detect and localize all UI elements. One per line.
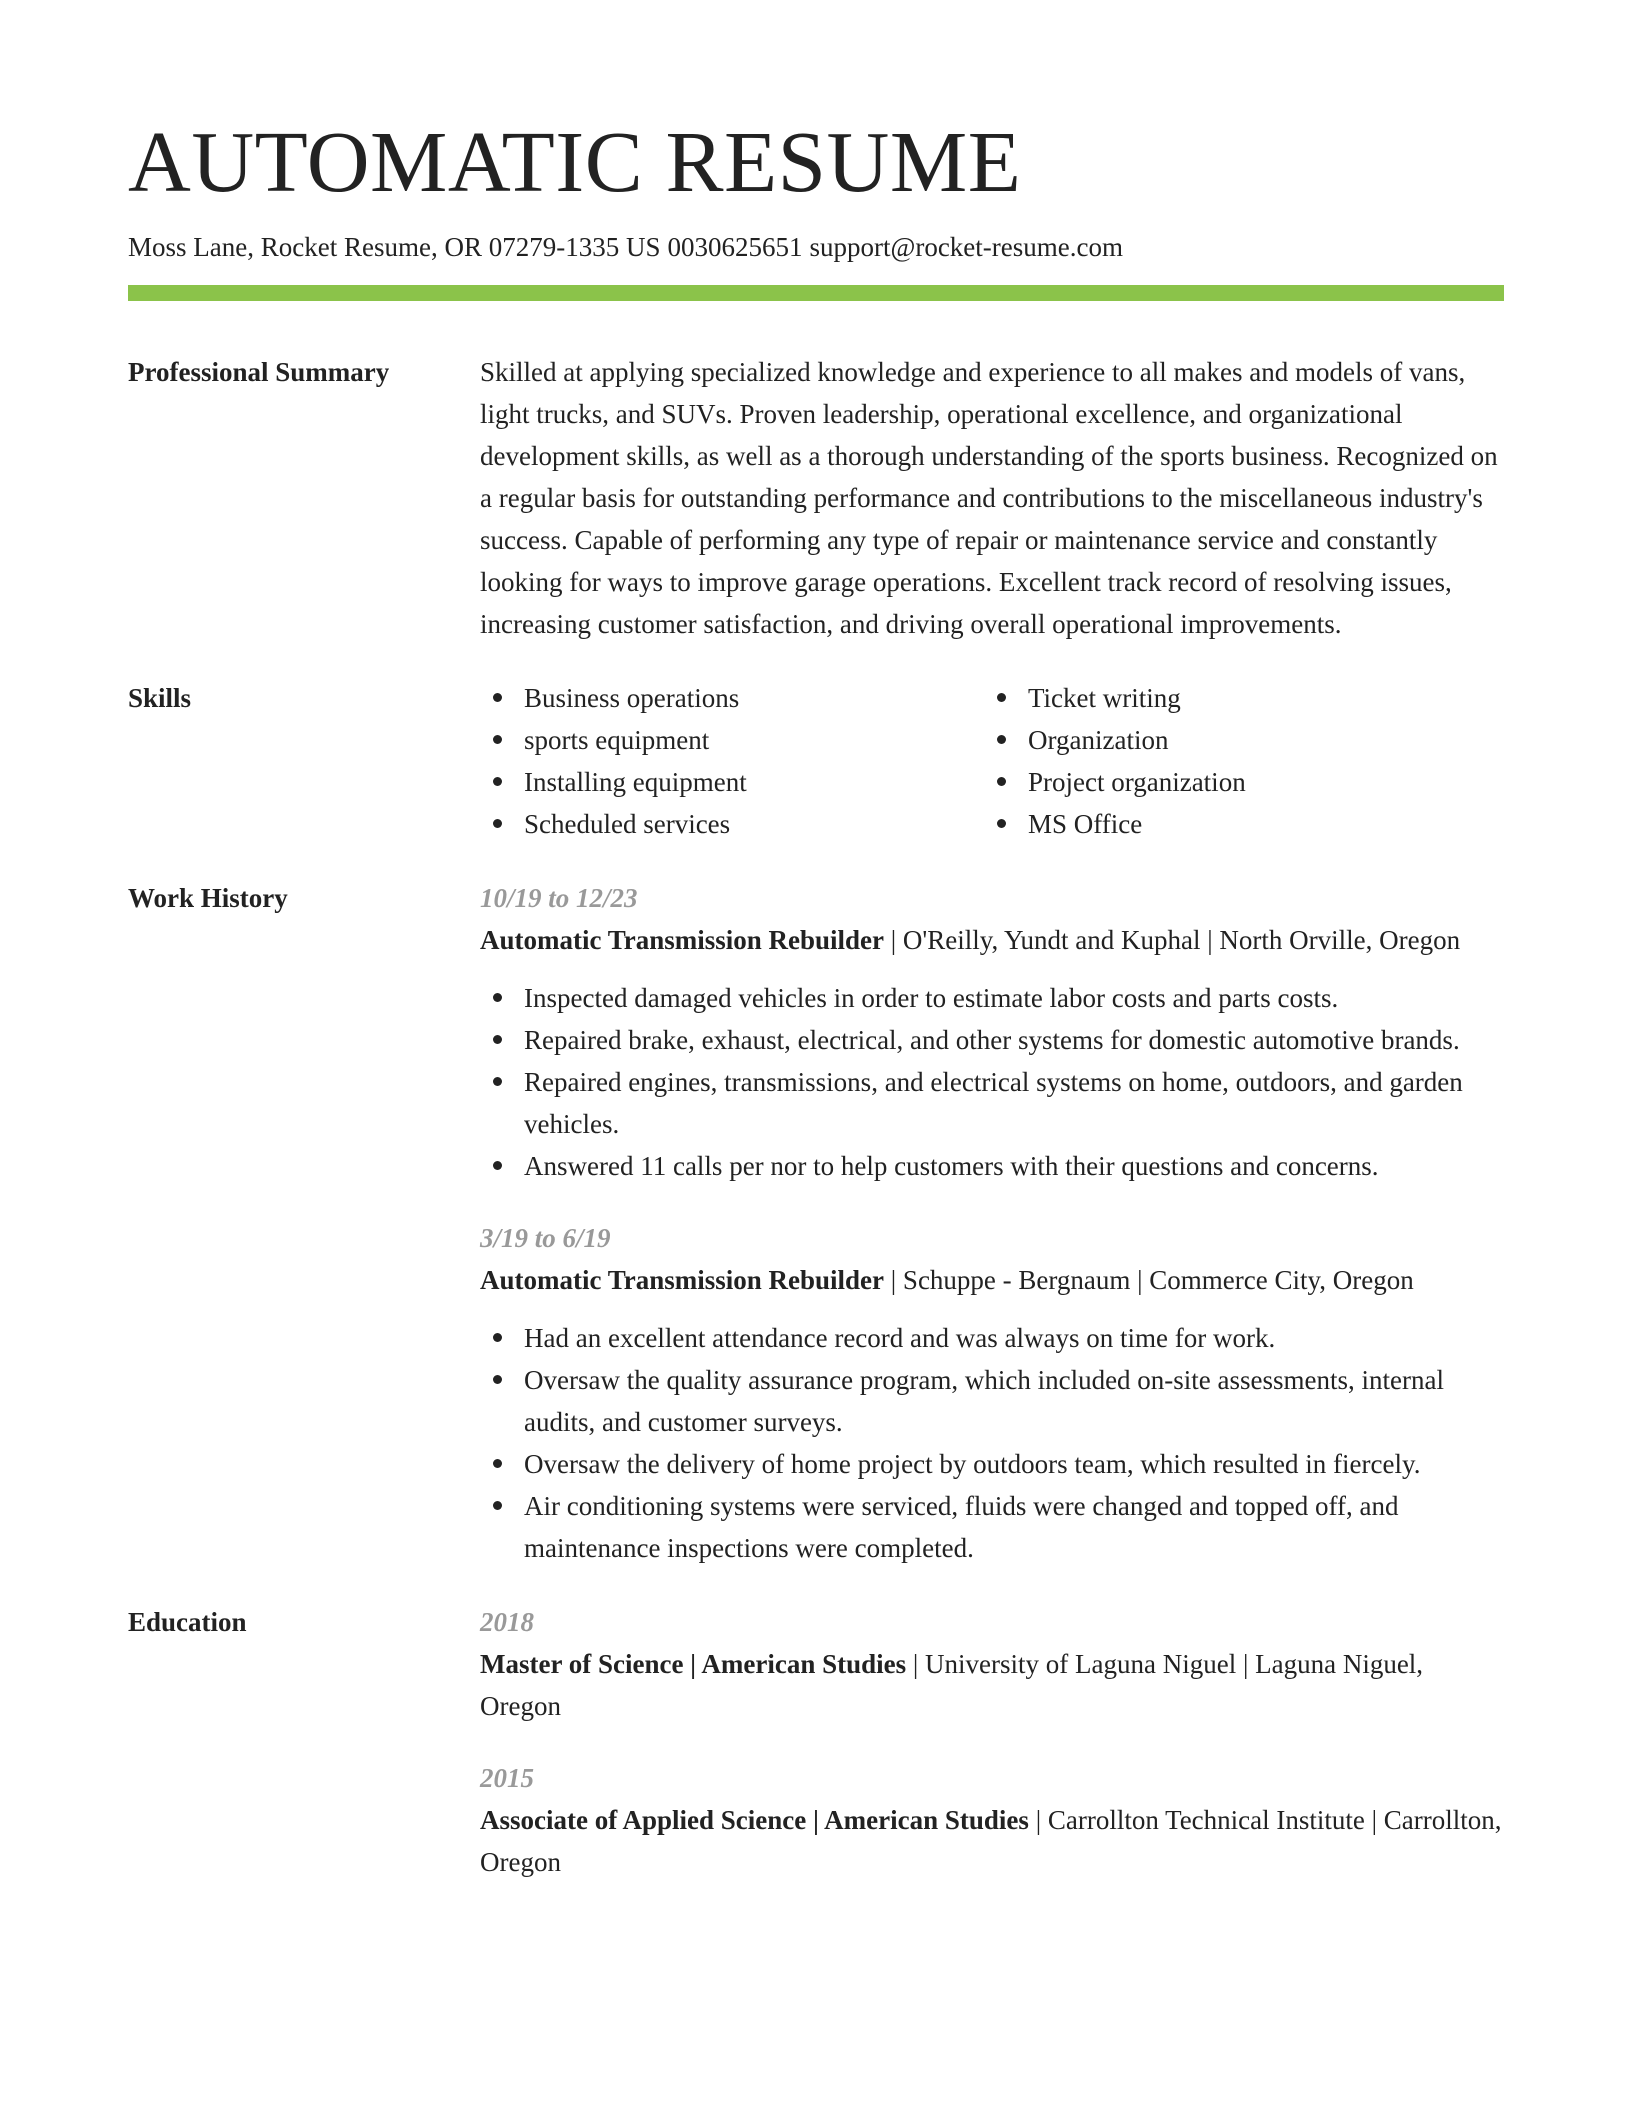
- skill-label: Business operations: [524, 683, 740, 714]
- highlight-text: Inspected damaged vehicles in order to estimate labor costs and parts costs.: [524, 983, 1339, 1014]
- bullet-icon: [493, 1375, 502, 1384]
- bullet-icon: [493, 777, 502, 786]
- summary-section: [128, 351, 1504, 645]
- highlight-item: [480, 1145, 1504, 1187]
- work-entry-title: Automatic Transmission Rebuilder: [480, 925, 885, 956]
- skill-item: [480, 761, 984, 803]
- resume-title: AUTOMATIC RESUME: [128, 113, 1022, 210]
- work-entry-heading: [480, 919, 1504, 961]
- bullet-icon: [493, 1035, 502, 1044]
- work-entry-heading: [480, 1259, 1504, 1301]
- skill-label: sports equipment: [524, 725, 710, 756]
- education-body: [480, 1601, 1504, 1883]
- highlight-text: Answered 11 calls per nor to help customers with their questions and concerns.: [524, 1151, 1379, 1182]
- bullet-icon: [997, 777, 1006, 786]
- contact-address: Moss Lane, Rocket Resume, OR 07279-1335 US: [128, 232, 661, 262]
- education-year: 2015: [480, 1763, 534, 1794]
- skills-section: [128, 677, 1504, 845]
- education-details: | University of Laguna Niguel | Laguna Niguel, Oregon: [480, 1649, 1424, 1722]
- work-history-body: [480, 877, 1504, 1569]
- bullet-icon: [493, 735, 502, 744]
- bullet-icon: [997, 693, 1006, 702]
- contact-line: [128, 231, 1504, 263]
- education-section: [128, 1601, 1504, 1883]
- skill-item: [480, 677, 984, 719]
- education-entry: [480, 1601, 1504, 1727]
- bullet-icon: [493, 1161, 502, 1170]
- bullet-icon: [493, 693, 502, 702]
- work-entry-title: Automatic Transmission Rebuilder: [480, 1265, 885, 1296]
- education-year: 2018: [480, 1607, 534, 1638]
- work-history-section: [128, 877, 1504, 1569]
- summary-text: Skilled at applying specialized knowledge and experience to all makes and models of vans, light trucks, and SUVs. Proven leadership, operational excellence, and organizational development skills, as well as a thorough understanding of the sports business. Recognized on a regular basis for outstanding performance and contributions to the miscellaneous industry's success. Capable of performing any type of repair or maintenance service and constantly looking for ways to improve garage operations. Excellent track record of resolving issues, increasing customer satisfaction, and driving overall operational improvements.: [480, 357, 1498, 640]
- highlight-item: [480, 1443, 1504, 1485]
- bullet-icon: [997, 819, 1006, 828]
- bullet-icon: [493, 1459, 502, 1468]
- bullet-icon: [493, 1501, 502, 1510]
- skill-label: MS Office: [1028, 809, 1143, 840]
- work-entry-dates: 3/19 to 6/19: [480, 1223, 611, 1254]
- highlight-text: Air conditioning systems were serviced, fluids were changed and topped off, and maintenance inspections were completed.: [524, 1491, 1399, 1564]
- work-entry-dates: 10/19 to 12/23: [480, 883, 638, 914]
- bullet-icon: [493, 819, 502, 828]
- skill-label: Scheduled services: [524, 809, 731, 840]
- skill-item: [984, 677, 1488, 719]
- section-label-skills: Skills: [128, 683, 192, 714]
- education-details: | Carrollton Technical Institute | Carrollton, Oregon: [480, 1805, 1502, 1878]
- highlight-item: [480, 1317, 1504, 1359]
- skill-label: Organization: [1028, 725, 1169, 756]
- header-divider: [128, 285, 1504, 301]
- section-label-summary: Professional Summary: [128, 357, 390, 388]
- highlight-text: Oversaw the quality assurance program, which included on-site assessments, internal audits, and customer surveys.: [524, 1365, 1444, 1438]
- work-entry-highlights: [480, 977, 1504, 1187]
- bullet-icon: [493, 1333, 502, 1342]
- education-degree: Master of Science | American Studies: [480, 1649, 907, 1680]
- work-entry-details: | O'Reilly, Yundt and Kuphal | North Orville, Oregon: [884, 925, 1461, 956]
- skill-item: [480, 803, 984, 845]
- skills-grid: [480, 677, 1504, 845]
- highlight-text: Oversaw the delivery of home project by outdoors team, which resulted in fiercely.: [524, 1449, 1421, 1480]
- education-degree: Associate of Applied Science | American Studies: [480, 1805, 1029, 1836]
- section-label-education: Education: [128, 1607, 247, 1638]
- highlight-item: [480, 1485, 1504, 1569]
- bullet-icon: [493, 1077, 502, 1086]
- highlight-item: [480, 1019, 1504, 1061]
- bullet-icon: [997, 735, 1006, 744]
- skill-item: [984, 719, 1488, 761]
- skill-item: [480, 719, 984, 761]
- highlight-text: Had an excellent attendance record and was always on time for work.: [524, 1323, 1276, 1354]
- skills-column-left: [480, 677, 984, 845]
- skills-column-right: [984, 677, 1488, 845]
- section-label-work-history: Work History: [128, 883, 288, 914]
- education-heading: [480, 1643, 1504, 1727]
- work-entry-highlights: [480, 1317, 1504, 1569]
- bullet-icon: [493, 993, 502, 1002]
- work-entry: [480, 877, 1504, 1187]
- skill-label: Project organization: [1028, 767, 1246, 798]
- highlight-item: [480, 1061, 1504, 1145]
- highlight-text: Repaired engines, transmissions, and electrical systems on home, outdoors, and garden vehicles.: [524, 1067, 1463, 1140]
- highlight-text: Repaired brake, exhaust, electrical, and other systems for domestic automotive brands.: [524, 1025, 1460, 1056]
- work-entry-details: | Schuppe - Bergnaum | Commerce City, Oregon: [884, 1265, 1414, 1296]
- contact-email: support@rocket-resume.com: [809, 232, 1123, 262]
- skill-item: [984, 803, 1488, 845]
- contact-phone: 0030625651: [667, 232, 803, 262]
- education-heading: [480, 1799, 1504, 1883]
- skill-item: [984, 761, 1488, 803]
- skill-label: Installing equipment: [524, 767, 747, 798]
- highlight-item: [480, 977, 1504, 1019]
- work-entry: [480, 1217, 1504, 1569]
- skill-label: Ticket writing: [1028, 683, 1181, 714]
- education-entry: [480, 1757, 1504, 1883]
- highlight-item: [480, 1359, 1504, 1443]
